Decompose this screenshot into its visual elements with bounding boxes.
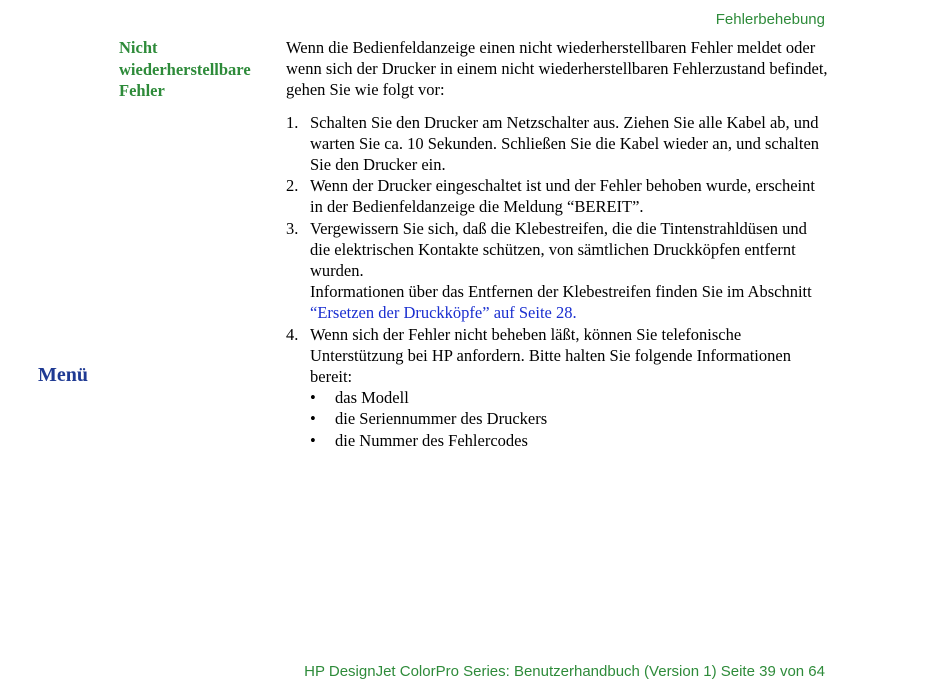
page-footer: HP DesignJet ColorPro Series: Benutzerhandbuch (Version 1) Seite 39 von 64 bbox=[304, 663, 825, 680]
cross-reference-link[interactable]: “Ersetzen der Druckköpfe” auf Seite 28. bbox=[310, 303, 577, 323]
step-item bbox=[286, 112, 831, 176]
side-heading-line: wiederherstellbare bbox=[119, 59, 251, 79]
side-heading-line: Nicht bbox=[119, 38, 158, 57]
list-item-text: die Nummer des Fehlercodes bbox=[335, 430, 528, 450]
step-number: 3. bbox=[286, 218, 299, 238]
step-note-text: Informationen über das Entfernen der Klebestreifen finden Sie im Abschnitt bbox=[310, 282, 812, 302]
step-number: 2. bbox=[286, 176, 299, 196]
section-title: Fehlerbehebung bbox=[715, 11, 825, 28]
menu-link[interactable]: Menü bbox=[38, 364, 88, 386]
list-item-text: das Modell bbox=[335, 388, 409, 408]
step-text: Wenn sich der Fehler nicht beheben läßt, können Sie telefonische Unterstützung bei HP anfordern. Bitte halten Sie folgende Informationen bereit: bbox=[310, 324, 791, 387]
bullet-icon: • bbox=[310, 388, 316, 408]
step-note bbox=[310, 281, 831, 323]
bullet-icon: • bbox=[310, 409, 316, 429]
step-text: Schalten Sie den Drucker am Netzschalter aus. Ziehen Sie alle Kabel ab, und warten Sie ca. 10 Sekunden. Schließen Sie die Kabel wieder an, und schalten Sie den Drucker ein. bbox=[310, 112, 820, 175]
list-item bbox=[310, 430, 831, 451]
bullet-icon: • bbox=[310, 430, 316, 450]
step-item bbox=[286, 218, 831, 324]
side-heading-line: Fehler bbox=[119, 81, 165, 100]
side-heading bbox=[119, 37, 269, 102]
step-number: 1. bbox=[286, 112, 299, 132]
step-text: Wenn der Drucker eingeschaltet ist und der Fehler behoben wurde, erscheint in der Bedienfeldanzeige die Meldung “BEREIT”. bbox=[310, 176, 815, 217]
step-number: 4. bbox=[286, 324, 299, 344]
list-item bbox=[310, 387, 831, 408]
main-content bbox=[286, 37, 831, 451]
list-item bbox=[310, 408, 831, 429]
info-bullet-list bbox=[310, 387, 831, 451]
list-item-text: die Seriennummer des Druckers bbox=[335, 409, 548, 429]
steps-list bbox=[286, 112, 831, 451]
step-item bbox=[286, 175, 831, 217]
intro-paragraph: Wenn die Bedienfeldanzeige einen nicht wiederherstellbaren Fehler meldet oder wenn sich der Drucker in einem nicht wiederherstellbaren Fehlerzustand befindet, gehen Sie wie folgt vor: bbox=[286, 38, 828, 100]
step-item bbox=[286, 324, 831, 451]
step-text: Vergewissern Sie sich, daß die Klebestreifen, die die Tintenstrahldüsen und die elektrischen Kontakte schützen, von sämtlichen Druckköpfen entfernt wurden. bbox=[310, 218, 807, 281]
